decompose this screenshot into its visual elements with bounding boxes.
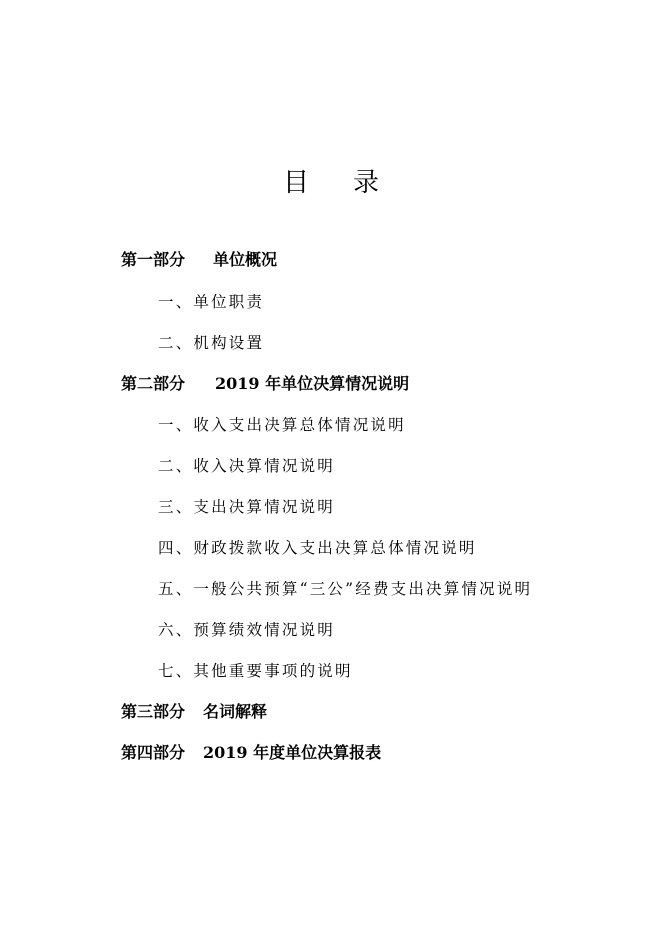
toc-section: 五、一般公共预算“三公”经费支出决算情况说明 <box>158 580 533 598</box>
toc-section: 一、收入支出决算总体情况说明 <box>158 416 406 434</box>
toc-section: 一、单位职责 <box>158 293 265 311</box>
toc-section: 三、支出决算情况说明 <box>158 498 336 516</box>
part-name: 2019 年单位决算情况说明 <box>215 374 410 393</box>
title-char-1: 目 <box>282 168 309 198</box>
toc-part-3 <box>121 700 267 724</box>
part-label: 第三部分 <box>121 702 186 721</box>
part-label: 第一部分 <box>121 250 186 269</box>
part-name: 单位概况 <box>213 250 278 269</box>
part-name: 名词解释 <box>203 702 268 721</box>
part-name: 2019 年度单位决算报表 <box>203 743 382 762</box>
toc-section: 六、预算绩效情况说明 <box>158 621 336 639</box>
part-label: 第二部分 <box>121 374 186 393</box>
toc-section: 二、收入决算情况说明 <box>158 457 336 475</box>
toc-part-4 <box>121 741 381 765</box>
toc-section: 七、其他重要事项的说明 <box>158 662 353 680</box>
toc-part-2 <box>121 372 409 396</box>
toc-section: 四、财政拨款收入支出决算总体情况说明 <box>158 539 477 557</box>
title-char-2: 录 <box>353 168 380 198</box>
toc-part-1 <box>121 248 277 272</box>
page-title <box>0 166 662 200</box>
toc-section: 二、机构设置 <box>158 334 265 352</box>
part-label: 第四部分 <box>121 743 186 762</box>
